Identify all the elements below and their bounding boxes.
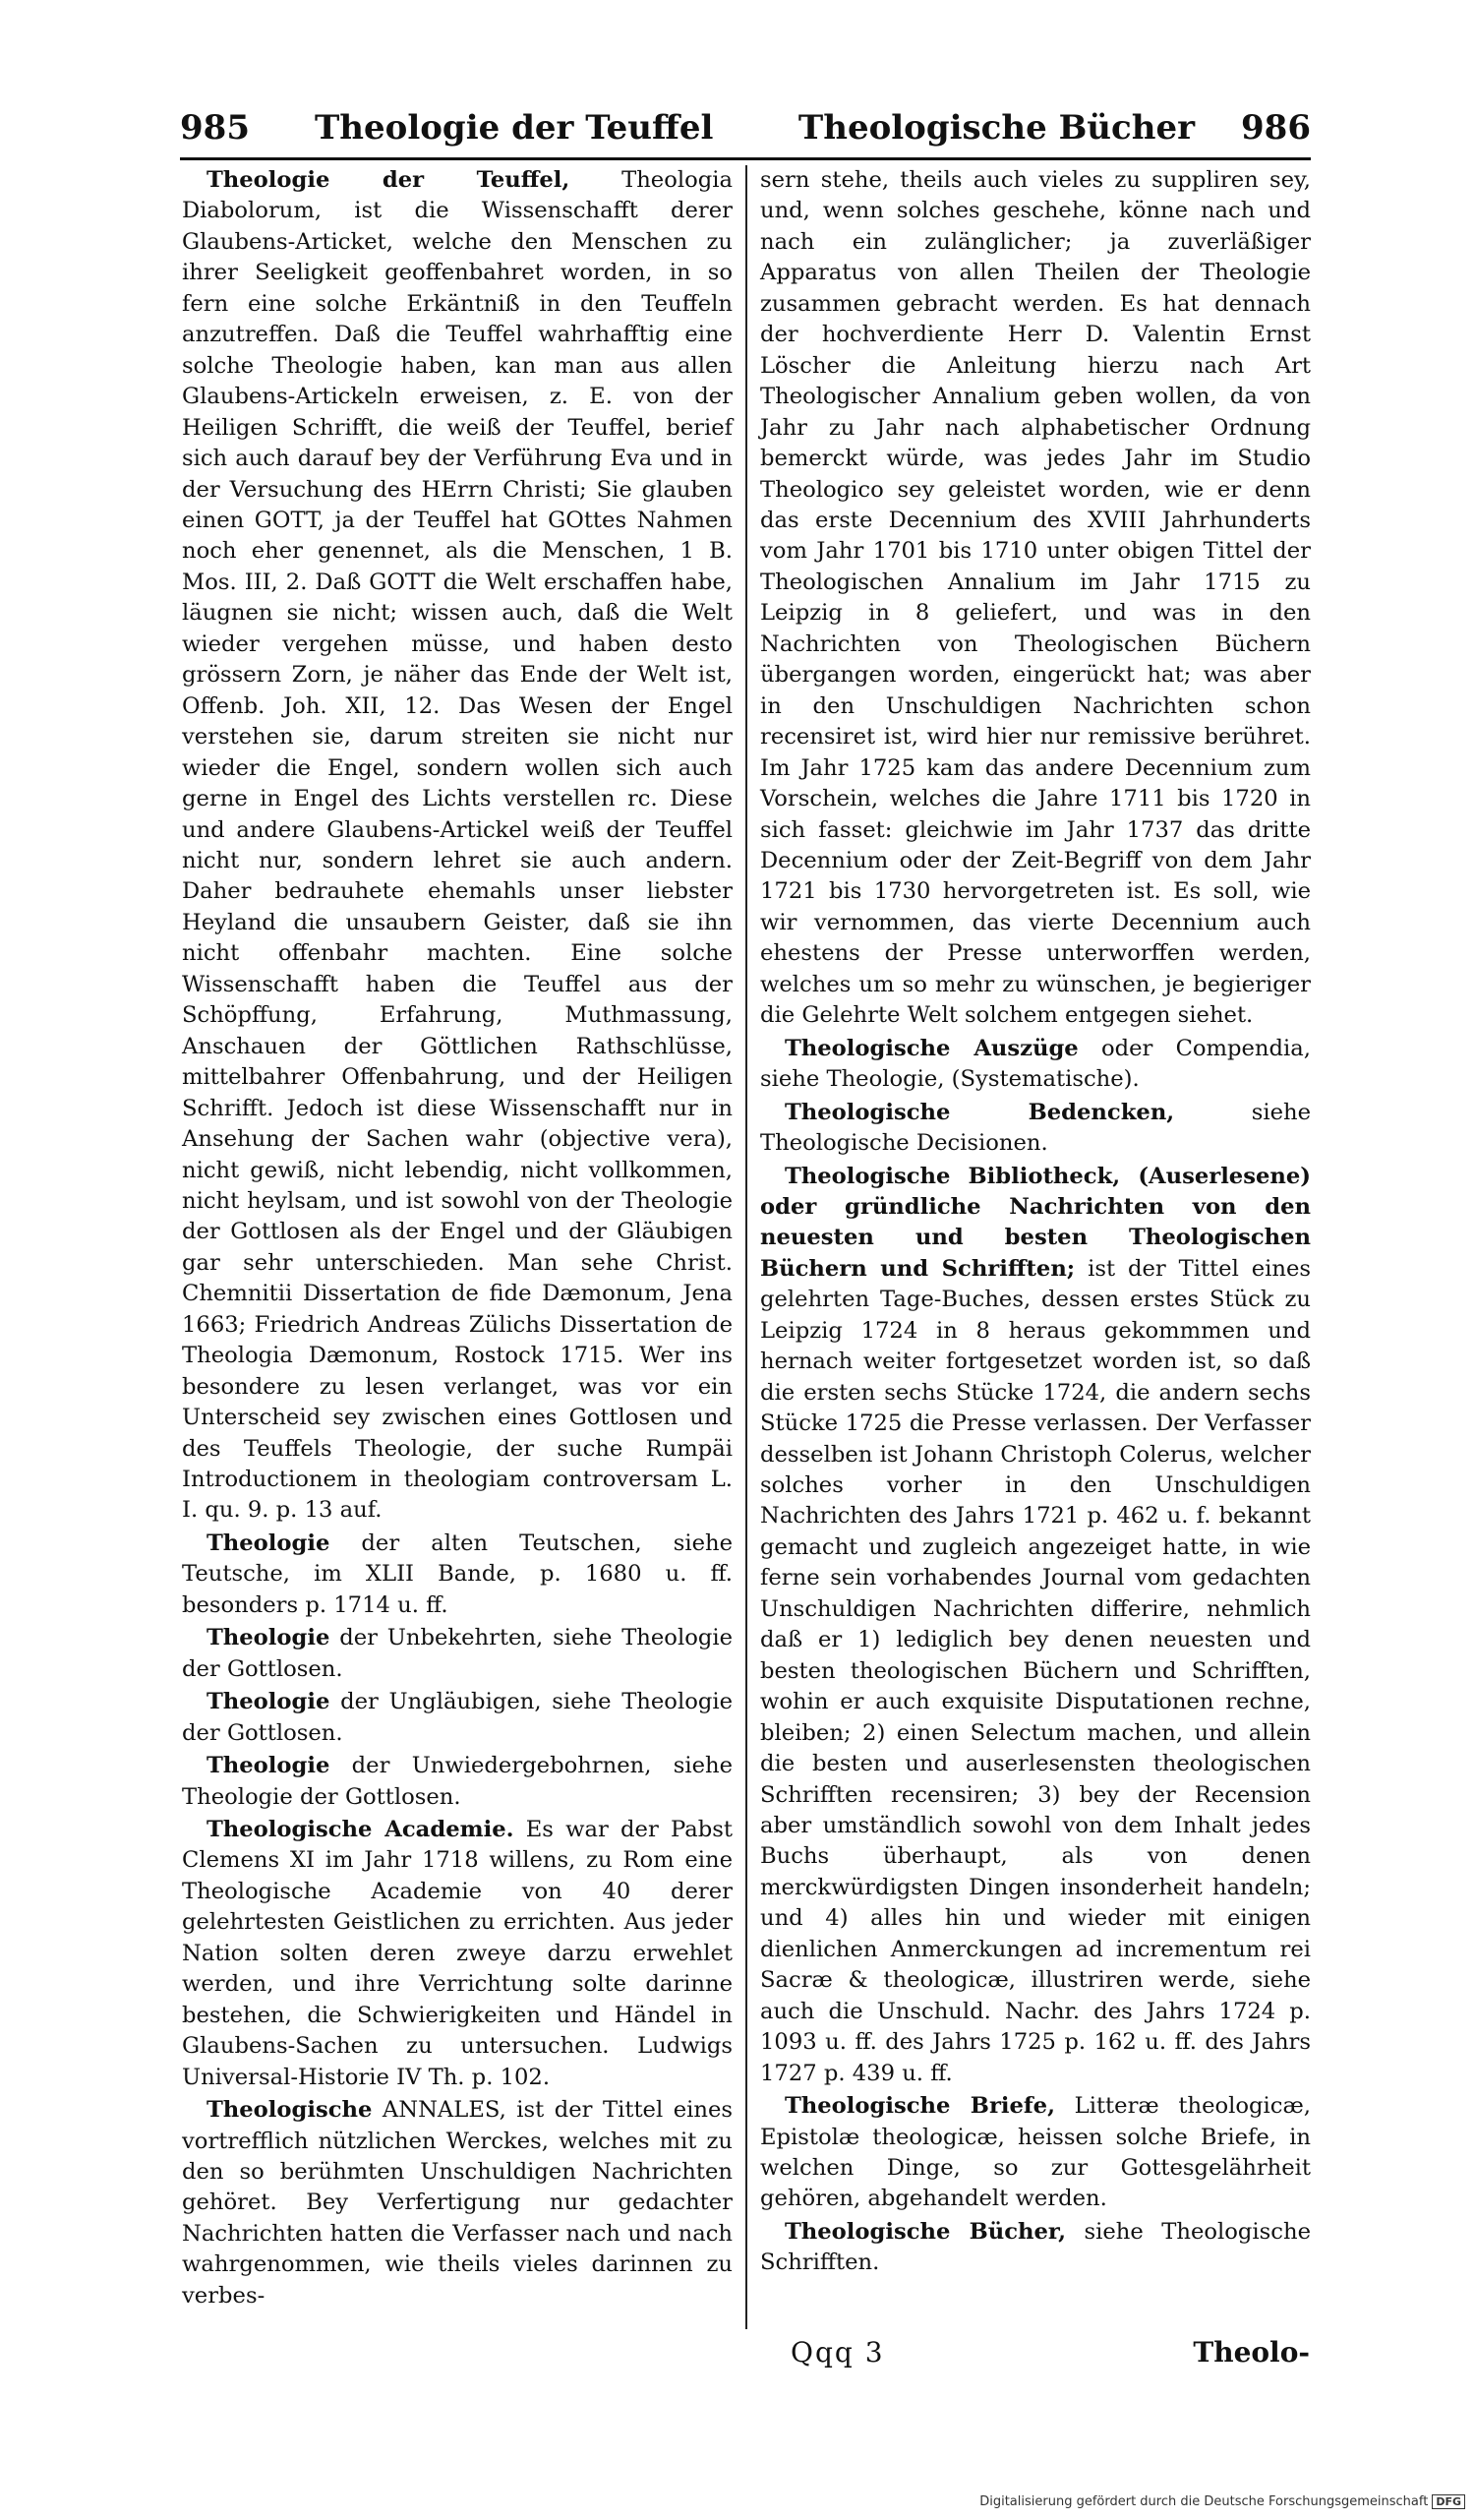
running-header (180, 98, 1311, 160)
credit-text: Digitalisierung gefördert durch die Deutsche Forschungsgemeinschaft (979, 2494, 1429, 2509)
entry-text: der Unbekehrten, siehe Theologie der Gottlosen. (182, 1625, 733, 1682)
entry-text: oder Compendia, siehe Theologie, (Systematische). (760, 1035, 1311, 1093)
entry (182, 165, 733, 1527)
lemma: Theologische (206, 2097, 373, 2124)
entry (760, 165, 1311, 1032)
entry-text: der alten Teutschen, siehe Teutsche, im XLII Bande, p. 1680 u. ff. besonders p. 1714 u. ff. (182, 1530, 733, 1618)
lemma: Theologische Auszüge (784, 1035, 1079, 1061)
entry (760, 1034, 1311, 1096)
entry-text: siehe Theologische Schrifften. (760, 2218, 1311, 2276)
entry (182, 1751, 733, 1813)
lemma: Theologie (206, 1625, 330, 1651)
right-column (760, 165, 1311, 2281)
page-number-right: 986 (1241, 108, 1311, 148)
lemma: Theologie (206, 1530, 330, 1556)
entry-text: ist der Tittel eines gelehrten Tage-Buches, dessen erstes Stück zu Leipzig 1724 in 8 heraus gekommmen und hernach weiter fortgesetzet worden ist, so daß die ersten sechs Stücke 1724, die andern sechs Stücke 1725 die Presse verlassen. Der Verfasser desselben ist Johann Christoph Colerus, welcher solches vorher in den Unschuldigen Nachrichten des Jahrs 1721 p. 462 u. f. bekannt gemacht und zugleich angezeiget hatte, in wie ferne sein vorhabendes Journal vom gedachten Unschuldigen Nachrichten differire, nehmlich daß er 1) lediglich bey denen neuesten und besten theologischen Büchern und Schrifften, wohin er auch exquisite Disputationen rechne, bleiben; 2) einen Selectum machen, und allein die besten und auserlesensten theologischen Schrifften recensiren; 3) bey der Recension aber umständlich sowohl von dem Inhalt jedes Buchs überhaupt, als von denen merckwürdigsten Dingen insonderheit handeln; und 4) alles hin und wieder mit einigen dienlichen Anmerckungen ad incrementum rei Sacræ & theologicæ, illustriren werde, siehe auch die Unschuld. Nachr. des Jahrs 1724 p. 1093 u. ff. des Jahrs 1725 p. 162 u. ff. des Jahrs 1727 p. 439 u. ff. (760, 1255, 1312, 2086)
lemma: Theologie der Teuffel, (206, 167, 570, 193)
lemma: Theologische Academie. (206, 1817, 514, 1843)
entry-text: ANNALES, ist der Tittel eines vortrefflich nützlichen Werckes, welches mit zu den so berühmten Unschuldigen Nachrichten gehöret. Bey Verfertigung nur gedachter Nachrichten hatten die Verfasser nach und nach wahrgenommen, wie theils vieles darinnen zu verbes- (182, 2097, 733, 2309)
entry-text: der Ungläubigen, siehe Theologie der Gottlosen. (182, 1689, 733, 1746)
signature-mark: Qqq 3 (791, 2336, 885, 2369)
entry-text: Theologia Diabolorum, ist die Wissenschafft derer Glaubens-Articket, welche den Menschen zu ihrer Seeligkeit geoffenbahret worden, in so fern eine solche Erkäntniß in den Teuffeln anzutreffen. Daß die Teuffel wahrhafftig eine solche Theologie haben, kan man aus allen Glaubens-Artickeln erweisen, z. E. von der Heiligen Schrifft, die weiß der Teuffel, berief sich auch darauf bey der Verführung Eva und in der Versuchung des HErrn Christi; Sie glauben einen GOTT, ja der Teuffel hat GOttes Nahmen noch eher genennet, als die Menschen, 1 B. Mos. III, 2. Daß GOTT die Welt erschaffen habe, läugnen sie nicht; wissen auch, daß die Welt wieder vergehen müsse, und haben desto grössern Zorn, je näher das Ende der Welt ist, Offenb. Joh. XII, 12. Das Wesen der Engel verstehen sie, darum streiten sie nicht nur wieder die Engel, sondern wollen sich auch gerne in Engel des Lichts verstellen rc. Diese und andere Glaubens-Artickel weiß der Teuffel nicht nur, sondern lehret sie auch andern. Daher bedrauhete ehemahls unser liebster Heyland die unsaubern Geister, daß sie ihn nicht offenbahr machten. Eine solche Wissenschafft haben die Teuffel aus der Schöpffung, Erfahrung, Muthmassung, Anschauen der Göttlichen Rathschlüsse, mittelbahrer Offenbahrung, und der Heiligen Schrifft. Jedoch ist diese Wissenschafft nur in Ansehung der Sachen wahr (objective vera), nicht gewiß, nicht lebendig, nicht vollkommen, nicht heylsam, und ist sowohl von der Theologie der Gottlosen als der Engel und der Gläubigen gar sehr unterschieden. Man sehe Christ. Chemnitii Dissertation de fide Dæmonum, Jena 1663; Friedrich Andreas Zülichs Dissertation de Theologia Dæmonum, Rostock 1715. Wer ins besondere zu lesen verlanget, was vor ein Unterscheid sey zwischen eines Gottlosen und des Teuffels Theologie, der suche Rumpäi Introductionem in theologiam controversam L. I. qu. 9. p. 13 auf. (182, 167, 733, 1524)
entry (182, 1687, 733, 1749)
left-column (182, 165, 733, 2313)
entry (760, 1162, 1311, 2090)
entry-text: Es war der Pabst Clemens XI im Jahr 1718 willens, zu Rom eine Theologische Academie von 40 derer gelehrtesten Geistlichen zu errichten. Aus jeder Nation solten deren zweye darzu erwehlet werden, und ihre Verrichtung solte darinne bestehen, die Schwierigkeiten und Händel in Glaubens-Sachen zu untersuchen. Ludwigs Universal-Historie IV Th. p. 102. (182, 1817, 733, 2090)
entry-text: sern stehe, theils auch vieles zu suppliren sey, und, wenn solches geschehe, könne nach und nach ein zulänglicher; ja zuverläßiger Apparatus von allen Theilen der Theologie zusammen gebracht werden. Es hat dennach der hochverdiente Herr D. Valentin Ernst Löscher die Anleitung hierzu nach Art Theologischer Annalium geben wollen, da von Jahr zu Jahr nach alphabetischer Ordnung bemerckt würde, was jedes Jahr im Studio Theologico sey geleistet worden, wie er denn das erste Decennium des XVIII Jahrhunderts vom Jahr 1701 bis 1710 unter obigen Tittel der Theologischen Annalium im Jahr 1715 zu Leipzig in 8 geliefert, und was in den Nachrichten von Theologischen Büchern übergangen worden, eingerückt hat; was aber in den Unschuldigen Nachrichten schon recensiret ist, wird hier nur remissive berühret. Im Jahr 1725 kam das andere Decennium zum Vorschein, welches die Jahre 1711 bis 1720 in sich fasset: gleichwie im Jahr 1737 das dritte Decennium oder der Zeit-Begriff von dem Jahr 1721 bis 1730 hervorgetreten ist. Es soll, wie wir vernommen, das vierte Decennium auch ehestens der Presse unterworffen werden, welches um so mehr zu wünschen, je begieriger die Gelehrte Welt solchem entgegen siehet. (760, 167, 1311, 1029)
dfg-logo: DFG (1432, 2494, 1465, 2509)
entry (760, 2217, 1311, 2279)
entry-text: siehe Theologische Decisionen. (760, 1099, 1311, 1157)
digitization-credit (979, 2494, 1465, 2509)
lemma: Theologische Bedencken, (784, 1099, 1175, 1125)
lemma: Theologie (206, 1689, 330, 1715)
column-divider (745, 165, 747, 2329)
entry (182, 1623, 733, 1685)
entry (182, 1529, 733, 1621)
entry-text: Litteræ theologicæ, Epistolæ theologicæ, heissen solche Briefe, in welchen Dinge, so zur Gottesgelährheit gehören, abgehandelt werden. (760, 2093, 1311, 2212)
running-title-left: Theologie der Teuffel (315, 108, 714, 148)
lemma: Theologische Briefe, (784, 2093, 1055, 2120)
entry-text: der Unwiedergebohrnen, siehe Theologie der Gottlosen. (182, 1753, 733, 1810)
entry (760, 1098, 1311, 1160)
page-number-left: 985 (180, 108, 250, 148)
entry (182, 1815, 733, 2093)
entry (182, 2095, 733, 2311)
entry (760, 2091, 1311, 2215)
lemma: Theologische Bibliotheck, (Auserlesene) oder gründliche Nachrichten von den neuesten und besten Theologischen Büchern und Schrifften; (760, 1163, 1311, 1282)
lemma: Theologie (206, 1753, 330, 1779)
running-title-right: Theologische Bücher (797, 108, 1195, 148)
catchword: Theolo- (1193, 2336, 1310, 2369)
lemma: Theologische Bücher, (784, 2218, 1067, 2245)
